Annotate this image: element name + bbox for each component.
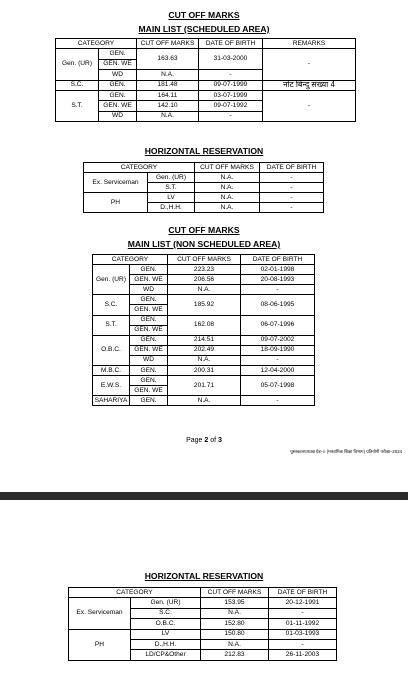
horizontal-reservation-table-2: [68, 587, 337, 661]
dob-cell: 12-04-2000: [241, 366, 315, 376]
dob-cell: 31-03-2000: [199, 49, 263, 70]
document-page-2: [0, 500, 408, 674]
page-of: of: [210, 437, 217, 444]
header-category: CATEGORY: [84, 163, 195, 173]
subcategory-cell: GEN. WE: [130, 305, 168, 315]
subcategory-cell: GEN.: [130, 335, 168, 345]
table-row: [84, 193, 324, 203]
marks-cell: 152.80: [201, 619, 269, 629]
page-current: 2: [204, 437, 209, 444]
marks-cell: 162.08: [168, 315, 241, 335]
dob-cell: -: [260, 173, 324, 183]
marks-cell: 150.80: [201, 629, 269, 639]
header-cutoff: CUT OFF MARKS: [137, 39, 199, 49]
dob-cell: 20-12-1991: [269, 598, 337, 608]
dob-cell: 01-11-1992: [269, 619, 337, 629]
subcategory-cell: Gen. (UR): [131, 598, 201, 608]
subcategory-cell: GEN.: [99, 80, 137, 90]
subcategory-cell: GEN.: [130, 376, 168, 386]
table-header-row: [56, 39, 356, 49]
marks-cell: N.A.: [195, 173, 260, 183]
table-row: [93, 396, 315, 406]
category-cell: Ex. Serviceman: [84, 173, 148, 193]
table-row: [93, 295, 315, 305]
table-row: [93, 265, 315, 275]
category-cell: Gen. (UR): [56, 49, 99, 80]
header-dob: DATE OF BIRTH: [241, 255, 315, 265]
dob-cell: 01-03-1993: [269, 629, 337, 639]
dob-cell: -: [260, 193, 324, 203]
header-category: CATEGORY: [93, 255, 168, 265]
marks-cell: 214.51: [168, 335, 241, 345]
subcategory-cell: S.T.: [148, 183, 195, 193]
category-cell: Gen. (UR): [93, 265, 130, 295]
table-row: [84, 173, 324, 183]
dob-cell: -: [260, 183, 324, 193]
table-row: [56, 80, 356, 90]
marks-cell: 223.23: [168, 265, 241, 275]
marks-cell: N.A.: [168, 355, 241, 365]
dob-cell: 03-07-1999: [199, 90, 263, 100]
page-label: Page: [186, 437, 203, 444]
subcategory-cell: D.,H.H.: [148, 203, 195, 213]
dob-cell: -: [260, 203, 324, 213]
table-row: [56, 90, 356, 100]
category-cell: E.W.S.: [93, 376, 130, 396]
dob-cell: -: [199, 70, 263, 80]
non-scheduled-title: MAIN LIST (NON SCHEDULED AREA): [127, 239, 281, 249]
header-dob: DATE OF BIRTH: [199, 39, 263, 49]
dob-cell: 06-07-1996: [241, 315, 315, 335]
page-separator: [0, 492, 408, 500]
marks-cell: N.A.: [195, 183, 260, 193]
cutoff-heading-2: CUT OFF MARKS: [168, 225, 240, 235]
category-cell: PH: [84, 193, 148, 213]
table-row: [93, 366, 315, 376]
cutoff-heading: CUT OFF MARKS: [168, 10, 240, 20]
marks-cell: 142.10: [137, 101, 199, 111]
table-row: [93, 315, 315, 325]
subcategory-cell: GEN.: [99, 49, 137, 59]
remarks-cell: -: [263, 49, 356, 80]
header-category: CATEGORY: [69, 588, 201, 598]
dob-cell: 20-08-1993: [241, 275, 315, 285]
dob-cell: 02-01-1998: [241, 265, 315, 275]
dob-cell: -: [241, 355, 315, 365]
subcategory-cell: O.B.C.: [131, 619, 201, 629]
page-total: 3: [218, 437, 222, 444]
marks-cell: 181.48: [137, 80, 199, 90]
marks-cell: N.A.: [195, 203, 260, 213]
subcategory-cell: Gen. (UR): [148, 173, 195, 183]
horizontal-reservation-table: [83, 162, 324, 213]
category-cell: S.C.: [56, 80, 99, 90]
subcategory-cell: GEN.: [130, 315, 168, 325]
subcategory-cell: WD: [99, 70, 137, 80]
category-cell: O.B.C.: [93, 335, 130, 365]
dob-cell: 26-11-2003: [269, 650, 337, 660]
table-header-row: [93, 255, 315, 265]
marks-cell: N.A.: [195, 193, 260, 203]
marks-cell: 212.83: [201, 650, 269, 660]
subcategory-cell: S.C.: [131, 608, 201, 618]
table-row: [93, 335, 315, 345]
subcategory-cell: WD: [99, 111, 137, 121]
main-list-table: [55, 38, 356, 122]
dob-cell: -: [241, 396, 315, 406]
horizontal-reservation-title: HORIZONTAL RESERVATION: [144, 146, 264, 156]
category-cell: S.C.: [93, 295, 130, 315]
subcategory-cell: GEN.: [130, 396, 168, 406]
table-row: [56, 49, 356, 59]
marks-cell: 163.63: [137, 49, 199, 70]
table-row: [93, 376, 315, 386]
header-dob: DATE OF BIRTH: [260, 163, 324, 173]
subcategory-cell: GEN.: [130, 265, 168, 275]
category-cell: S.T.: [93, 315, 130, 335]
subcategory-cell: LD/CP&Other: [131, 650, 201, 660]
category-cell: Ex. Serviceman: [69, 598, 131, 629]
dob-cell: 05-07-1998: [241, 376, 315, 396]
marks-cell: 201.71: [168, 376, 241, 396]
header-cutoff: CUT OFF MARKS: [201, 588, 269, 598]
marks-cell: 153.95: [201, 598, 269, 608]
dob-cell: 09-07-1999: [199, 80, 263, 90]
marks-cell: 185.92: [168, 295, 241, 315]
subcategory-cell: GEN.: [99, 90, 137, 100]
marks-cell: 200.31: [168, 366, 241, 376]
subcategory-cell: GEN. WE: [99, 101, 137, 111]
dob-cell: -: [241, 285, 315, 295]
subcategory-cell: GEN. WE: [130, 386, 168, 396]
dob-cell: -: [269, 639, 337, 649]
remarks-cell: नोट बिन्दु संख्या 4: [263, 80, 356, 90]
table-row: [69, 598, 337, 608]
marks-cell: N.A.: [137, 111, 199, 121]
header-cutoff: CUT OFF MARKS: [195, 163, 260, 173]
subcategory-cell: WD: [130, 285, 168, 295]
non-scheduled-table: [92, 254, 315, 406]
marks-cell: N.A.: [168, 285, 241, 295]
dob-cell: -: [269, 608, 337, 618]
subcategory-cell: LV: [148, 193, 195, 203]
header-remarks: REMARKS: [263, 39, 356, 49]
subcategory-cell: LV: [131, 629, 201, 639]
marks-cell: 164.11: [137, 90, 199, 100]
subcategory-cell: GEN. WE: [99, 59, 137, 69]
subcategory-cell: GEN. WE: [130, 345, 168, 355]
category-cell: PH: [69, 629, 131, 660]
subcategory-cell: GEN. WE: [130, 275, 168, 285]
dob-cell: 09-07-1992: [199, 101, 263, 111]
subcategory-cell: GEN.: [130, 366, 168, 376]
category-cell: SAHARIYA: [93, 396, 130, 406]
header-category: CATEGORY: [56, 39, 137, 49]
header-dob: DATE OF BIRTH: [269, 588, 337, 598]
table-header-row: [69, 588, 337, 598]
subcategory-cell: GEN.: [130, 295, 168, 305]
subcategory-cell: WD: [130, 355, 168, 365]
table-row: [69, 629, 337, 639]
horizontal-reservation-title-2: HORIZONTAL RESERVATION: [144, 571, 264, 581]
dob-cell: -: [199, 111, 263, 121]
marks-cell: N.A.: [201, 639, 269, 649]
header-cutoff: CUT OFF MARKS: [168, 255, 241, 265]
page-footer: पुस्तकालयाध्यक्ष ग्रेड-।। (माध्यमिक शिक्षा विभाग) प्रतियोगी परीक्षा–2024: [290, 449, 402, 454]
category-cell: S.T.: [56, 90, 99, 121]
dob-cell: 18-09-1990: [241, 345, 315, 355]
main-list-title: MAIN LIST (SCHEDULED AREA): [138, 24, 270, 34]
subcategory-cell: D.,H.H.: [131, 639, 201, 649]
marks-cell: N.A.: [201, 608, 269, 618]
marks-cell: N.A.: [137, 70, 199, 80]
dob-cell: 08-06-1995: [241, 295, 315, 315]
table-header-row: [84, 163, 324, 173]
marks-cell: 206.56: [168, 275, 241, 285]
marks-cell: 202.49: [168, 345, 241, 355]
remarks-cell: -: [263, 90, 356, 121]
category-cell: M.B.C.: [93, 366, 130, 376]
marks-cell: N.A.: [168, 396, 241, 406]
page-number: [0, 437, 408, 444]
dob-cell: 09-07-2002: [241, 335, 315, 345]
subcategory-cell: GEN. WE: [130, 325, 168, 335]
